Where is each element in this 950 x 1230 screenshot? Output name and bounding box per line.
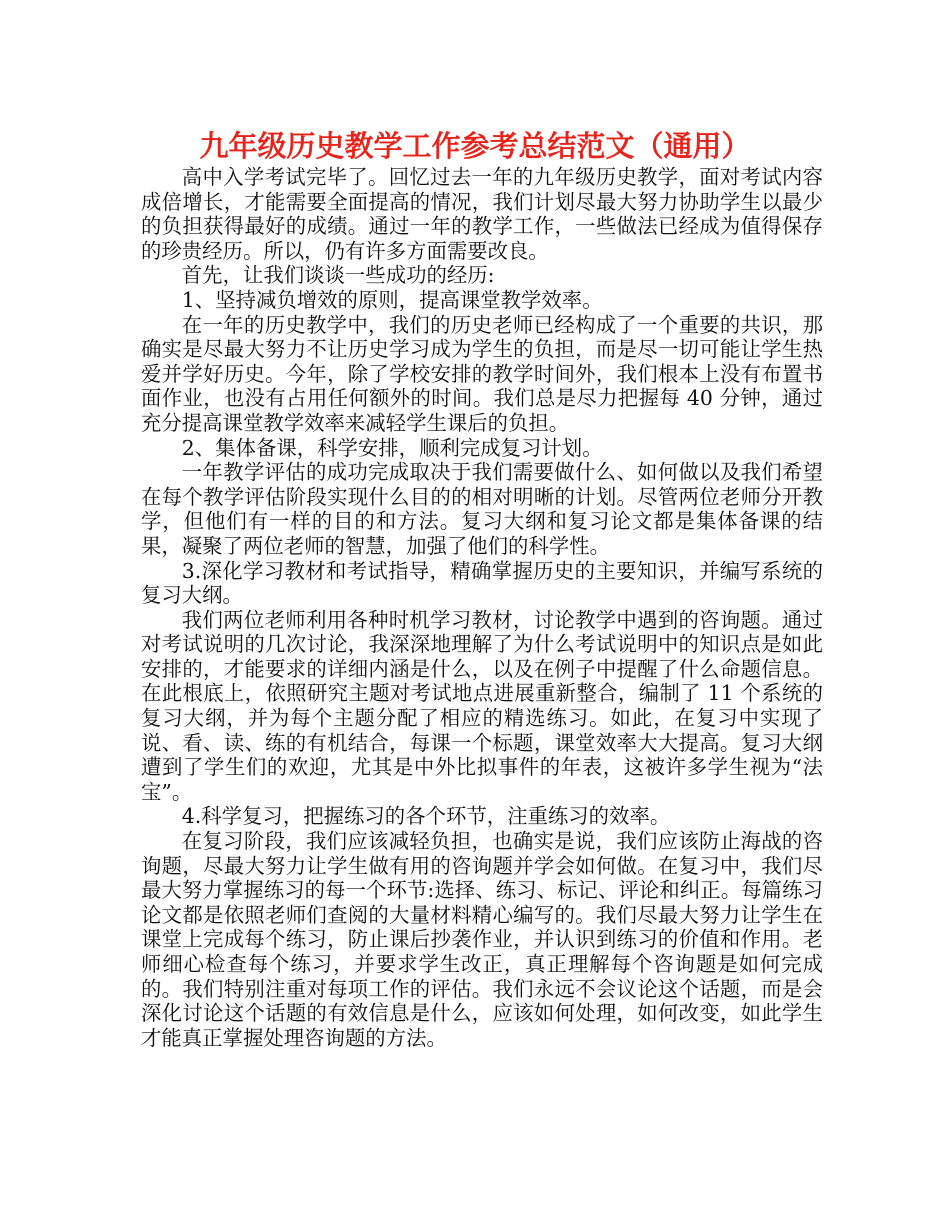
document-body bbox=[141, 165, 823, 1050]
section-heading-2: 2、集体备课，科学安排，顺利完成复习计划。 bbox=[181, 435, 603, 460]
paragraph-section-4: 在复习阶段，我们应该减轻负担，也确实是说，我们应该防止海战的咨询题，尽最大努力让学生做有用的咨询题并学会如何做。在复习中，我们尽最大努力掌握练习的每一个环节:选择、练习、标记、评论和纠正。每篇练习论文都是依照老师们查阅的大量材料精心编写的。我们尽最大努力让学生在课堂上完成每个练习，防止课后抄袭作业，并认识到练习的价值和作用。老师细心检查每个练习，并要求学生改正，真正理解每个咨询题是如何完成的。我们特别注重对每项工作的评估。我们永远不会议论这个话题，而是会深化讨论这个话题的有效信息是什么，应该如何处理，如何改变，如此学生才能真正掌握处理咨询题的方法。 bbox=[141, 829, 823, 1050]
paragraph-section-3: 我们两位老师利用各种时机学习教材，讨论教学中遇到的咨询题。通过对考试说明的几次讨论，我深深地理解了为什么考试说明中的知识点是如此安排的，才能要求的详细内涵是什么，以及在例子中提醒了什么命题信息。在此根底上，依照研究主题对考试地点进展重新整合，编制了 11 个系统的复习大纲，并为每个主题分配了相应的精选练习。如此，在复习中实现了说、看、读、练的有机结合，每课一个标题，课堂效率大大提高。复习大纲遭到了学生们的欢迎，尤其是中外比拟事件的年表，这被许多学生视为“法宝”。 bbox=[141, 607, 823, 804]
section-heading-1: 1、坚持减负增效的原则，提高课堂教学效率。 bbox=[181, 287, 603, 312]
section-heading-4: 4.科学复习，把握练习的各个环节，注重练习的效率。 bbox=[181, 804, 671, 829]
paragraph-intro: 高中入学考试完毕了。回忆过去一年的九年级历史教学，面对考试内容成倍增长，才能需要全面提高的情况，我们计划尽最大努力协助学生以最少的负担获得最好的成绩。通过一年的教学工作，一些做法已经成为值得保存的珍贵经历。所以，仍有许多方面需要改良。 bbox=[141, 165, 823, 263]
document-title: 九年级历史教学工作参考总结范文（通用） bbox=[199, 129, 751, 163]
paragraph-section-1: 在一年的历史教学中，我们的历史老师已经构成了一个重要的共识，那确实是尽最大努力不让历史学习成为学生的负担，而是尽一切可能让学生热爱并学好历史。今年，除了学校安排的教学时间外，我们根本上没有布置书面作业，也没有占用任何额外的时间。我们总是尽力把握每 40 分钟，通过充分提高课堂教学效率来减轻学生课后的负担。 bbox=[141, 312, 823, 435]
paragraph-success-intro: 首先，让我们谈谈一些成功的经历: bbox=[181, 263, 495, 288]
paragraph-section-2: 一年教学评估的成功完成取决于我们需要做什么、如何做以及我们希望在每个教学评估阶段实现什么目的的相对明晰的计划。尽管两位老师分开教学，但他们有一样的目的和方法。复习大纲和复习论文都是集体备课的结果，凝聚了两位老师的智慧，加强了他们的科学性。 bbox=[141, 460, 823, 558]
section-heading-3: 3.深化学习教材和考试指导，精确掌握历史的主要知识，并编写系统的复习大纲。 bbox=[141, 558, 823, 608]
